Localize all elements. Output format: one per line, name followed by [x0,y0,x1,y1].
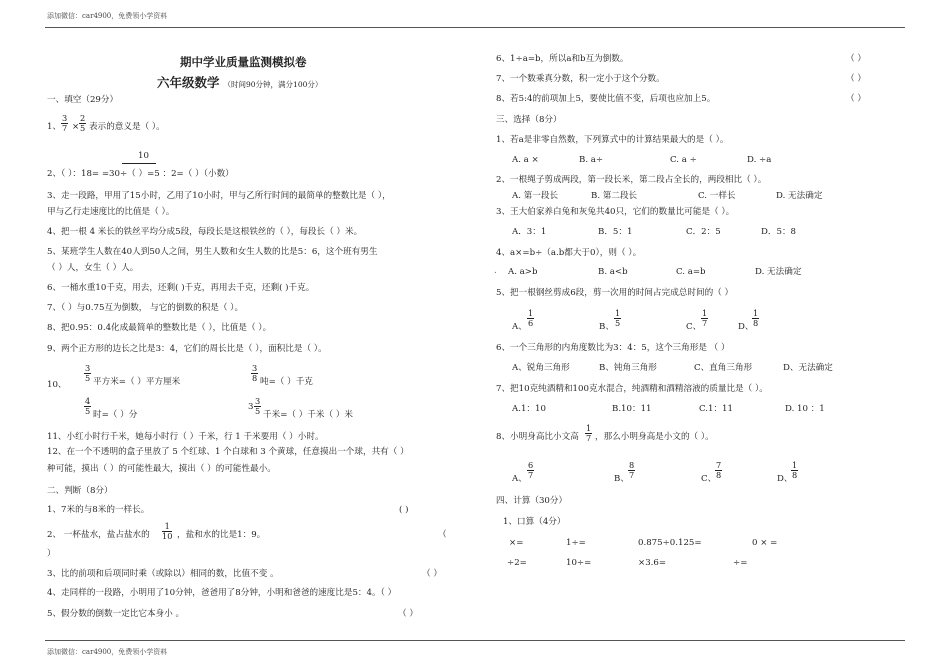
q2-frac-bar [122,163,156,164]
q10-whole: 3 [248,402,254,412]
choice-1-c: C. a ÷ [670,155,697,165]
q9-text: 9、两个正方形的边长之比是3：4，它们的周长比是（ ），面积比是（ ）。 [47,344,327,354]
choice-8-frac: $\frac{1}{7}$ [586,423,592,443]
footer-rule [45,640,905,641]
judge-4: 4、走同样的一段路，小明用了10分钟，爸爸用了8分钟，小明和爸爸的速度比是5：4。（ ） [47,588,397,598]
judge-2-tail: ，盐和水的比是1：9。 [177,530,266,540]
choice-5-b-frac: $\frac{1}{5}$ [615,308,621,328]
calc-r2-3: ×3.6= [638,558,667,568]
q3-line1: 3、走一段路，甲用了15小时，乙用了10小时，甲与乙所行时间的最简单的整数比是（ ）， [47,191,391,201]
choice-2-c: C. 一样长 [698,191,736,201]
section-calc-heading: 四、计算（30分） [496,496,568,506]
choice-6-c: C、直角三角形 [694,363,753,373]
choice-4: 4、a×=b÷（a.b都大于0），则（ ）。 [496,248,642,258]
judge-7: 7、一个数乘真分数，积一定小于这个分数。 [496,74,665,84]
choice-5-a-frac: $\frac{1}{6}$ [528,308,534,328]
choice-5-d-frac: $\frac{1}{8}$ [753,308,759,328]
judge-8-paren: （ ） [846,94,866,104]
judge-1: 1、7米的与8米的一样长。 [47,505,150,515]
q10-number: 10、 [47,380,67,390]
header-watermark: 添加微信：car4900，免费领小学资料 [47,12,168,20]
calc-r2-2: 10÷= [566,558,592,568]
choice-8-a-frac: $\frac{6}{7}$ [528,460,534,480]
q3-line2: 甲与乙行走速度比的比值是（ ）。 [47,207,175,217]
choice-7: 7、把10克纯酒精和100克水混合，纯酒精和酒精溶液的质量比是（ ）。 [496,384,768,394]
choice-2: 2、一根绳子剪成两段，第一段长米，第二段占全长的，两段相比（ ）。 [496,175,767,185]
q10-frac-c: $\frac{4}{5}$ [85,396,91,416]
choice-2-d: D. 无法确定 [776,191,823,201]
choice-8-b: B、 [614,474,629,484]
choice-3-d: D．5：8 [761,227,797,237]
exam-title: 期中学业质量监测模拟卷 [180,55,307,69]
choice-4-a: A. a>b [508,267,538,277]
judge-2-paren-close: ） [47,549,56,559]
q1-frac-b: $\frac{2}{5}$ [80,113,86,133]
q5-line2: （ ）人，女生（ ）人。 [47,263,139,273]
q1-frac-a: $\frac{3}{7}$ [62,113,68,133]
q10-text-a: 平方米=（ ）平方厘米 [93,377,181,387]
choice-5-a: A、 [512,322,527,332]
judge-8: 8、若5:4的前项加上5，要使比值不变，后项也应加上5。 [496,94,716,104]
green-dot-mark: . [494,266,497,276]
choice-1: 1、若a是非零自然数，下列算式中的计算结果最大的是（ ）。 [496,135,729,145]
choice-8-d: D、 [777,474,793,484]
judge-3-paren: （ ） [422,569,442,579]
choice-8-a: A、 [512,474,527,484]
choice-4-d: D. 无法确定 [755,267,802,277]
choice-6: 6、一个三角形的内角度数比为3：4：5，这个三角形是 （ ） [496,343,730,353]
q12-line2: 种可能，摸出（ ）的可能性最大，摸出（ ）的可能性最小。 [47,464,276,474]
section-choice-heading: 三、选择（8分） [496,115,562,125]
q4-text: 4、把一根 4 米长的铁丝平均分成5段，每段长是这根铁丝的（ ），每段长（ ）米。 [47,227,363,237]
calc-r1-2: 1÷= [566,538,586,548]
q7-text: 7、（ ）与0.75互为倒数， 与它的倒数的积是（ ）。 [47,303,244,313]
choice-1-a: A. a × [512,155,539,165]
choice-3-a: A．3：1 [512,227,547,237]
choice-4-c: C. a=b [676,267,706,277]
choice-4-b: B. a<b [598,267,628,277]
choice-7-c: C.1：11 [699,404,733,414]
choice-8-tail: ，那么小明身高是小文的（ ）。 [595,432,714,442]
choice-6-a: A、锐角三角形 [512,363,570,373]
calc-r1-4: 0 × = [752,538,778,548]
judge-2-frac: $\frac{1}{10}$ [162,521,173,541]
judge-5-paren: （ ） [398,609,418,619]
q1-number: 1、 [47,122,62,132]
q11-text: 11、小红小时行千米，她每小时行（ ）千米，行 1 千米要用（ ）小时。 [47,432,324,442]
choice-8-b-frac: $\frac{8}{7}$ [629,460,635,480]
choice-5: 5、把一根钢丝剪成6段，剪一次用的时间占完成总时间的（ ） [496,288,734,298]
q1-text: 表示的意义是（ ）。 [89,122,165,132]
q2-text: 2、（ ）：18= =30÷（ ）=5 ：2=（ ）（小数） [47,169,234,179]
q10-frac-b: $\frac{3}{8}$ [252,363,258,383]
choice-8-d-frac: $\frac{1}{8}$ [792,460,798,480]
calc-r2-1: ÷2= [507,558,527,568]
q10-text-b: 吨=（ ）千克 [260,377,313,387]
choice-5-c-frac: $\frac{1}{7}$ [702,308,708,328]
q12-line1: 12、在一个不透明的盒子里放了 5 个红球、1 个白球和 3 个黄球，任意摸出一个球，共有（ ） [47,447,409,457]
q10-frac-d: $\frac{3}{5}$ [255,396,261,416]
judge-6: 6、1÷a=b，所以a和b互为倒数。 [496,54,629,64]
q6-text: 6、一桶水重10千克，用去，还剩( )千克，再用去千克，还剩( )千克。 [47,283,315,293]
judge-5: 5、假分数的倒数一定比它本身小 。 [47,609,185,619]
footer-watermark: 添加微信：car4900，免费领小学资料 [47,648,168,656]
choice-8: 8、小明身高比小文高 [496,432,579,442]
exam-subtitle: 六年级数学 （时间90分钟，满分100分） [157,75,323,90]
q8-text: 8、把0.95：0.4化成最简单的整数比是（ ），比值是（ ）。 [47,323,272,333]
choice-7-a: A.1：10 [512,404,546,414]
choice-3: 3、王大伯家养白兔和灰兔共40只，它们的数量比可能是（ ）。 [496,207,735,217]
choice-6-d: D、无法确定 [783,363,833,373]
choice-5-c: C、 [686,322,702,332]
choice-1-d: D. ÷a [747,155,772,165]
judge-6-paren: （ ） [846,54,866,64]
judge-3: 3、比的前项和后项同时乘（或除以）相同的数，比值不变 。 [47,569,279,579]
judge-1-paren: ( ) [399,505,409,515]
judge-2: 2、 一杯盐水，盐占盐水的 [47,530,150,540]
choice-5-d: D、 [738,322,754,332]
calc-r1-1: ×= [509,538,524,548]
choice-7-b: B.10：11 [612,404,652,414]
q10-text-c: 时=（ ）分 [93,410,138,420]
calc-oral-heading: 1、口算（4分） [503,517,566,527]
judge-2-paren-open: （ [438,530,447,540]
choice-2-b: B. 第二段长 [591,191,638,201]
section-judge-heading: 二、判断（8分） [47,486,113,496]
section-fill-heading: 一、填空（29分） [47,95,119,105]
choice-1-b: B. a÷ [579,155,604,165]
choice-6-b: B、钝角三角形 [599,363,657,373]
judge-7-paren: （ ） [846,74,866,84]
q2-numerator: 10 [138,151,149,161]
choice-3-c: C．2：5 [686,227,721,237]
q5-line1: 5、某班学生人数在40人到50人之间，男生人数和女生人数的比是5：6，这个班有男生 [47,247,378,257]
q10-text-d: 千米=（ ）千米（ ）米 [263,410,354,420]
choice-8-c-frac: $\frac{7}{8}$ [716,460,722,480]
choice-2-a: A. 第一段长 [512,191,559,201]
choice-3-b: B．5：1 [598,227,633,237]
header-rule [45,27,905,28]
choice-7-d: D. 10 ：1 [785,404,825,414]
choice-5-b: B、 [599,322,614,332]
q1-times: × [72,122,80,132]
q10-frac-a: $\frac{3}{5}$ [85,363,91,383]
calc-r2-4: ÷= [733,558,748,568]
choice-8-c: C、 [701,474,717,484]
calc-r1-3: 0.875÷0.125= [638,538,702,548]
